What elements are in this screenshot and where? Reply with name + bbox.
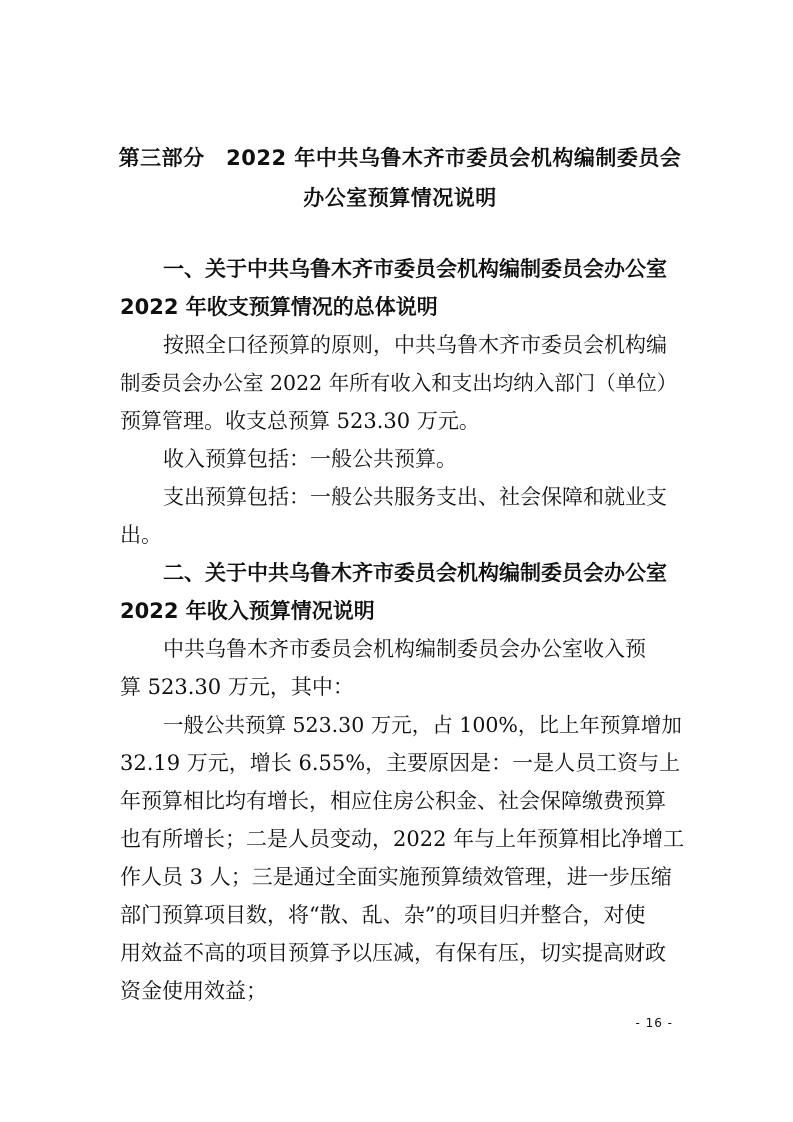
section-1-paragraph-1-line-3: 预算管理。收支总预算 523.30 万元。 bbox=[120, 409, 480, 433]
section-2-paragraph-2-line-6: 部门预算项目数，将“散、乱、杂”的项目归并整合，对使 bbox=[120, 903, 646, 927]
section-2-paragraph-1-line-2: 算 523.30 万元，其中： bbox=[120, 675, 354, 699]
section-1-heading-line-1: 一、关于中共乌鲁木齐市委员会机构编制委员会办公室 bbox=[163, 257, 667, 281]
section-1-paragraph-2: 收入预算包括：一般公共预算。 bbox=[163, 447, 457, 471]
section-1-paragraph-1-line-1: 按照全口径预算的原则，中共乌鲁木齐市委员会机构编 bbox=[163, 333, 667, 357]
section-2-paragraph-2-line-5: 作人员 3 人；三是通过全面实施预算绩效管理，进一步压缩 bbox=[120, 865, 672, 889]
section-2-heading-line-2: 2022 年收入预算情况说明 bbox=[120, 599, 375, 623]
document-title-line-2: 办公室预算情况说明 bbox=[303, 186, 497, 210]
section-2-paragraph-2-line-2: 32.19 万元，增长 6.55%，主要原因是：一是人员工资与上 bbox=[120, 751, 681, 775]
section-1-paragraph-3-line-2: 出。 bbox=[120, 523, 162, 547]
section-2-paragraph-1-line-1: 中共乌鲁木齐市委员会机构编制委员会办公室收入预 bbox=[163, 637, 646, 661]
section-2-paragraph-2-line-4: 也有所增长；二是人员变动，2022 年与上年预算相比净增工 bbox=[120, 827, 685, 851]
section-2-paragraph-2-line-3: 年预算相比均有增长，相应住房公积金、社会保障缴费预算 bbox=[120, 789, 666, 813]
section-1-paragraph-3-line-1: 支出预算包括：一般公共服务支出、社会保障和就业支 bbox=[163, 485, 667, 509]
section-2-paragraph-2-line-7: 用效益不高的项目预算予以压减，有保有压，切实提高财政 bbox=[120, 941, 666, 965]
section-1-heading-line-2: 2022 年收支预算情况的总体说明 bbox=[120, 295, 438, 319]
document-title-line-1: 第三部分 2022 年中共乌鲁木齐市委员会机构编制委员会 bbox=[118, 146, 682, 170]
page-number: - 16 - bbox=[635, 1016, 673, 1030]
section-2-heading-line-1: 二、关于中共乌鲁木齐市委员会机构编制委员会办公室 bbox=[163, 561, 667, 585]
section-2-paragraph-2-line-8: 资金使用效益； bbox=[120, 979, 267, 1003]
section-1-paragraph-1-line-2: 制委员会办公室 2022 年所有收入和支出均纳入部门（单位） bbox=[120, 371, 678, 395]
section-2-paragraph-2-line-1: 一般公共预算 523.30 万元，占 100%，比上年预算增加 bbox=[163, 713, 682, 737]
